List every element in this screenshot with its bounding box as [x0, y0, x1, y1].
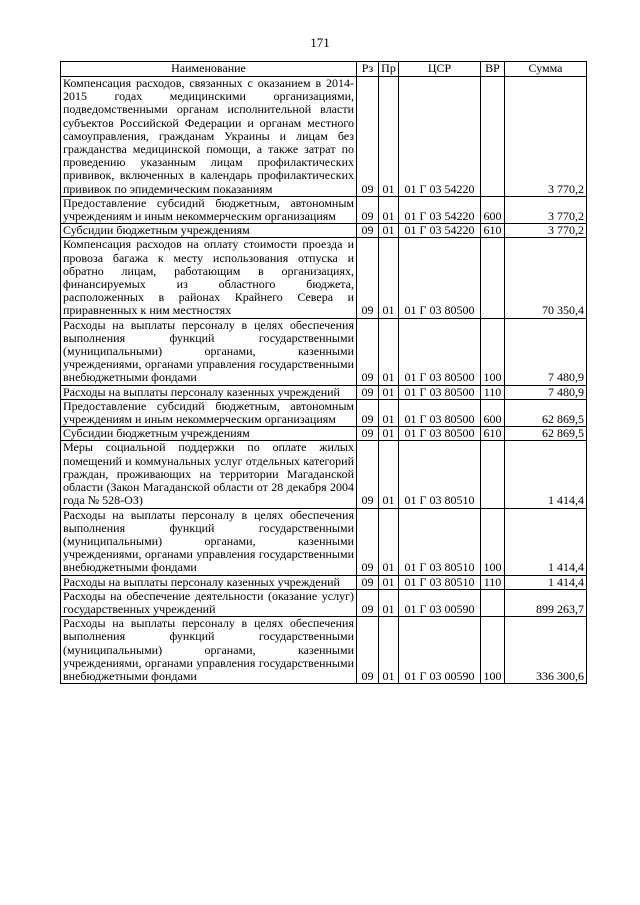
row-pr: 01	[379, 318, 399, 385]
row-rz: 09	[357, 399, 379, 426]
row-pr: 01	[379, 508, 399, 575]
row-vr	[481, 589, 505, 616]
row-vr: 100	[481, 318, 505, 385]
row-vr: 610	[481, 224, 505, 238]
header-name: Наименование	[61, 62, 357, 77]
row-sum: 70 350,4	[505, 238, 587, 318]
table-row	[61, 617, 587, 684]
row-rz: 09	[357, 318, 379, 385]
row-name: Предоставление субсидий бюджетным, автономным учреждениям и иным некоммерческим организациям	[61, 399, 357, 426]
row-vr	[481, 238, 505, 318]
header-csr: ЦСР	[399, 62, 481, 77]
table-row	[61, 575, 587, 589]
row-sum: 3 770,2	[505, 224, 587, 238]
table-row	[61, 77, 587, 197]
row-vr: 100	[481, 508, 505, 575]
page-number: 171	[310, 35, 330, 50]
table-row	[61, 399, 587, 426]
row-sum: 3 770,2	[505, 196, 587, 223]
row-vr	[481, 441, 505, 508]
row-pr: 01	[379, 399, 399, 426]
row-vr: 100	[481, 617, 505, 684]
row-vr: 600	[481, 196, 505, 223]
row-sum: 62 869,5	[505, 399, 587, 426]
table-row	[61, 224, 587, 238]
row-pr: 01	[379, 617, 399, 684]
row-sum: 1 414,4	[505, 575, 587, 589]
row-pr: 01	[379, 77, 399, 197]
row-csr: 01 Г 03 00590	[399, 617, 481, 684]
row-name: Расходы на выплаты персоналу в целях обеспечения выполнения функций государственными (муниципальными) органами, казенными учреждениями, органами управления государственными внебюджетными фондами	[61, 508, 357, 575]
header-vr: ВР	[481, 62, 505, 77]
row-csr: 01 Г 03 80500	[399, 427, 481, 441]
row-rz: 09	[357, 385, 379, 399]
row-csr: 01 Г 03 80510	[399, 441, 481, 508]
row-csr: 01 Г 03 80500	[399, 238, 481, 318]
row-sum: 899 263,7	[505, 589, 587, 616]
table-header-row	[61, 62, 587, 77]
row-pr: 01	[379, 589, 399, 616]
row-sum: 3 770,2	[505, 77, 587, 197]
row-name: Компенсация расходов, связанных с оказанием в 2014-2015 годах медицинскими организациями, подведомственными органам исполнительной власти субъектов Российской Федерации и органам местного самоуправления, гражданам Украины и лицам без гражданства медицинской помощи, а также затрат по проведению указанным лицам профилактических прививок, включенных в календарь профилактических прививок по эпидемическим показаниям	[61, 77, 357, 197]
row-name: Субсидии бюджетным учреждениям	[61, 224, 357, 238]
row-csr: 01 Г 03 54220	[399, 224, 481, 238]
row-sum: 62 869,5	[505, 427, 587, 441]
row-rz: 09	[357, 617, 379, 684]
row-rz: 09	[357, 508, 379, 575]
row-rz: 09	[357, 427, 379, 441]
row-name: Расходы на обеспечение деятельности (оказание услуг) государственных учреждений	[61, 589, 357, 616]
row-csr: 01 Г 03 00590	[399, 589, 481, 616]
row-vr: 610	[481, 427, 505, 441]
row-csr: 01 Г 03 80500	[399, 318, 481, 385]
row-rz: 09	[357, 196, 379, 223]
row-pr: 01	[379, 441, 399, 508]
row-csr: 01 Г 03 54220	[399, 196, 481, 223]
row-csr: 01 Г 03 80510	[399, 575, 481, 589]
row-vr: 600	[481, 399, 505, 426]
row-csr: 01 Г 03 80510	[399, 508, 481, 575]
table-row	[61, 441, 587, 508]
row-sum: 336 300,6	[505, 617, 587, 684]
row-rz: 09	[357, 575, 379, 589]
row-rz: 09	[357, 441, 379, 508]
row-sum: 1 414,4	[505, 441, 587, 508]
table-row	[61, 508, 587, 575]
row-pr: 01	[379, 196, 399, 223]
header-sum: Сумма	[505, 62, 587, 77]
table-row	[61, 589, 587, 616]
row-name: Меры социальной поддержки по оплате жилых помещений и коммунальных услуг отдельных категорий граждан, проживающих на территории Магаданской области (Закон Магаданской области от 28 декабря 2004 года № 528-ОЗ)	[61, 441, 357, 508]
row-csr: 01 Г 03 80500	[399, 399, 481, 426]
row-vr	[481, 77, 505, 197]
row-sum: 7 480,9	[505, 318, 587, 385]
row-name: Расходы на выплаты персоналу в целях обеспечения выполнения функций государственными (муниципальными) органами, казенными учреждениями, органами управления государственными внебюджетными фондами	[61, 617, 357, 684]
row-rz: 09	[357, 224, 379, 238]
row-rz: 09	[357, 77, 379, 197]
row-vr: 110	[481, 575, 505, 589]
row-name: Расходы на выплаты персоналу в целях обеспечения выполнения функций государственными (муниципальными) органами, казенными учреждениями, органами управления государственными внебюджетными фондами	[61, 318, 357, 385]
row-sum: 7 480,9	[505, 385, 587, 399]
row-name: Компенсация расходов на оплату стоимости проезда и провоза багажа к месту использования отпуска и обратно лицам, работающим в организациях, финансируемых из областного бюджета, расположенных в районах Крайнего Севера и приравненных к ним местностях	[61, 238, 357, 318]
row-name: Расходы на выплаты персоналу казенных учреждений	[61, 385, 357, 399]
row-rz: 09	[357, 589, 379, 616]
table-row	[61, 318, 587, 385]
header-pr: Пр	[379, 62, 399, 77]
budget-table	[60, 61, 587, 684]
row-pr: 01	[379, 238, 399, 318]
row-name: Расходы на выплаты персоналу казенных учреждений	[61, 575, 357, 589]
row-name: Предоставление субсидий бюджетным, автономным учреждениям и иным некоммерческим организациям	[61, 196, 357, 223]
row-pr: 01	[379, 575, 399, 589]
row-pr: 01	[379, 427, 399, 441]
table-row	[61, 385, 587, 399]
table-row	[61, 427, 587, 441]
row-csr: 01 Г 03 80500	[399, 385, 481, 399]
row-pr: 01	[379, 385, 399, 399]
row-vr: 110	[481, 385, 505, 399]
row-sum: 1 414,4	[505, 508, 587, 575]
row-pr: 01	[379, 224, 399, 238]
row-rz: 09	[357, 238, 379, 318]
row-name: Субсидии бюджетным учреждениям	[61, 427, 357, 441]
row-csr: 01 Г 03 54220	[399, 77, 481, 197]
table-row	[61, 196, 587, 223]
header-rz: Рз	[357, 62, 379, 77]
table-row	[61, 238, 587, 318]
